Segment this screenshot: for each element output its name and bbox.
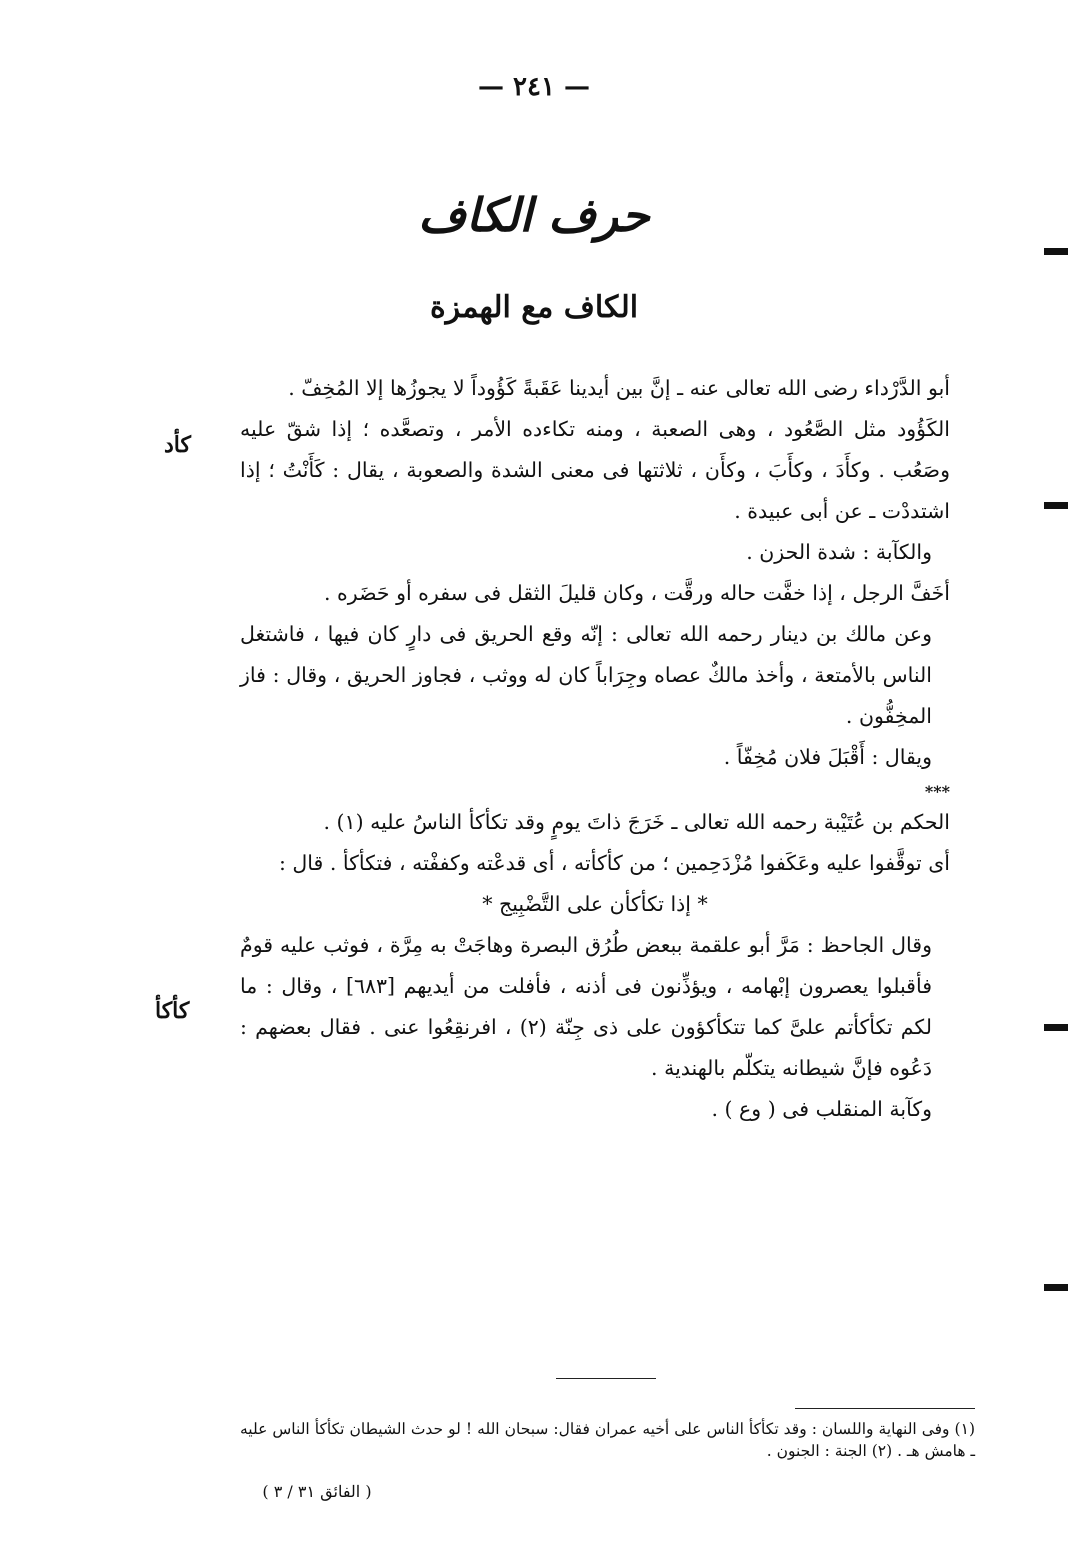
paragraph: وكآبة المنقلب فى ( وع ) . <box>711 1097 932 1121</box>
margin-word-kaka: كأكأ <box>155 998 190 1024</box>
section-title: الكاف مع الهمزة <box>429 290 639 325</box>
edge-mark <box>1044 248 1068 255</box>
edge-mark <box>1044 502 1068 509</box>
paragraph: وقال الجاحظ : مَرَّ أبو علقمة ببعض طُرُق البصرة وهاجَتْ به مِرَّة ، فوثب عليه قومٌ فأقبلوا يعصرون إبْهامه ، ويؤذِّنون فى أذنه ، فأفلت من أيديهم [٦٨٣] ، وقال : ما لكم تكأكأتم علىَّ كما تتكأكؤون على ذى جِنّة (٢) ، افرنقِعُوا عنى . فقال بعضهم : دَعُوه فإنَّ شيطانه يتكلّم بالهندية . <box>240 933 933 1080</box>
section-separator: *** <box>924 782 950 801</box>
edge-mark <box>1044 1024 1068 1031</box>
chapter-title: حرف الكاف <box>418 188 650 242</box>
footnotes <box>240 1418 975 1462</box>
verse-line: * إذا تكأكأن على التَّضْبِيج * <box>482 892 708 916</box>
underline-mark <box>556 1378 656 1379</box>
page-number: — ٢٤١ — <box>477 72 591 102</box>
paragraph: وعن مالك بن دينار رحمه الله تعالى : إنّه وقع الحريق فى دارٍ كان فيها ، فاشتغل الناس بالأمتعة ، وأخذ مالكٌ عصاه وجِرَاباً كان له ووثب ، فجاوز الحريق ، وقال : فاز المخِفُّون . <box>240 622 932 728</box>
paragraph: ويقال : أَقْبَلَ فلان مُخِفّاً . <box>723 745 932 769</box>
paragraph: والكآبة : شدة الحزن . <box>746 540 932 564</box>
signature-mark: ( الفائق ٣١ / ٣ ) <box>262 1482 372 1501</box>
paragraph: أى توقَّفوا عليه وعَكَفوا مُزْدَحِمين ؛ من كأكأته ، أى قدعْته وكففْته ، فتكأكأ . قال : <box>278 851 950 875</box>
paragraph: أخَفَّ الرجل ، إذا خفَّت حاله ورقَّت ، وكان قليلَ الثقل فى سفره أو حَضَره . <box>324 581 950 605</box>
paragraph: الكَؤُود مثل الصَّعُود ، وهى الصعبة ، ومنه تكاءده الأمر ، وتصعَّده ؛ إذا شقّ عليه وصَعُب . وكأَدَ ، وكأَبَ ، وكأَن ، ثلاثتها فى معنى الشدة والصعوبة ، يقال : كَأَنْتُ ؛ إذا اشتددْت ـ عن أبى عبيدة . <box>240 417 950 523</box>
edge-mark <box>1044 1284 1068 1291</box>
paragraph: أبو الدَّرْداء رضى الله تعالى عنه ـ إنَّ بين أيدينا عَقَبةً كَؤُوداً لا يجوزُها إلا المُخِفّ . <box>288 376 950 400</box>
footnote: (١) وفى النهاية واللسان : وقد تكأكأ الناس على أخيه عمران فقال: سبحان الله ! لو حدث الشيطان تكأكأ الناس عليه ـ هامش هـ . (٢) الجنة : الجنون . <box>240 1420 975 1460</box>
margin-word-kaad: كأد <box>164 432 191 458</box>
paragraph: الحكم بن عُتَيْبة رحمه الله تعالى ـ خَرَجَ ذاتَ يومٍ وقد تكأكأ الناسُ عليه (١) . <box>323 810 950 834</box>
main-text <box>240 368 950 1130</box>
